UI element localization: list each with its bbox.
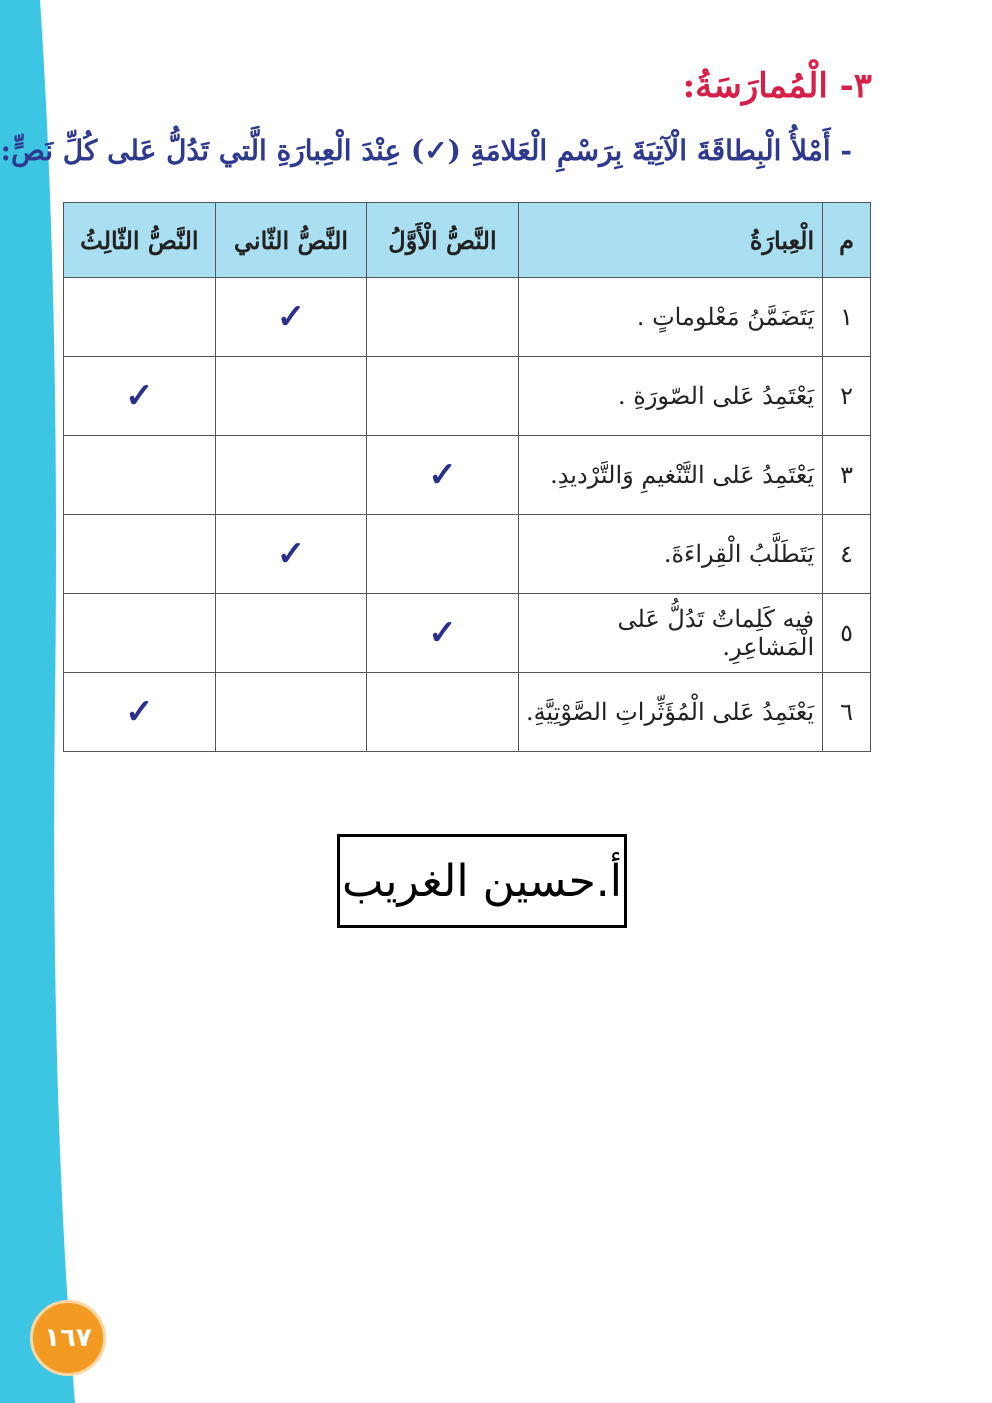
check-icon: ✓ <box>125 692 154 732</box>
row-number: ٣ <box>823 436 871 515</box>
table-body <box>64 278 871 752</box>
row-number: ٦ <box>823 673 871 752</box>
header-text3: النَّصُّ الثّالِثُ <box>64 203 216 278</box>
row-phrase: فيه كَلِماتٌ تَدُلُّ عَلى الْمَشاعِرِ. <box>518 594 822 673</box>
instruction-text: - أَمْلأُ الْبِطاقَةَ الْآتِيَةَ بِرَسْمِ الْعَلامَةِ (✓) عِنْدَ الْعِبارَةِ الَّتي تَدُلُّ عَلى كُلِّ نَصٍّ: <box>0 134 852 167</box>
cell-text2 <box>215 357 367 436</box>
cell-text1 <box>367 357 518 436</box>
table-row <box>64 357 871 436</box>
page-number-badge <box>30 1300 106 1376</box>
table-row <box>64 673 871 752</box>
check-icon: ✓ <box>276 297 306 337</box>
table-row <box>64 594 871 673</box>
row-number: ٥ <box>823 594 871 673</box>
check-icon: ✓ <box>428 613 457 653</box>
author-name: أ.حسين الغريب <box>342 855 623 907</box>
cell-text3 <box>64 436 216 515</box>
header-text1: النَّصُّ الْأَوَّلُ <box>367 203 518 278</box>
check-icon: ✓ <box>276 534 306 574</box>
row-number: ٤ <box>823 515 871 594</box>
row-phrase: يَتَطَلَّبُ الْقِراءَةَ. <box>518 515 822 594</box>
table-header-row <box>64 203 871 278</box>
row-number: ١ <box>823 278 871 357</box>
page-number: ١٦٧ <box>44 1323 92 1353</box>
cell-text1 <box>367 278 518 357</box>
check-icon: ✓ <box>428 455 457 495</box>
cell-text3 <box>64 673 216 752</box>
row-phrase: يَعْتَمِدُ عَلى التَّنْغيمِ وَالتَّرْديدِ. <box>518 436 822 515</box>
cell-text2 <box>215 515 367 594</box>
section-title: ٣- الْمُمارَسَةُ: <box>682 66 872 106</box>
cell-text3 <box>64 278 216 357</box>
header-num: م <box>823 203 871 278</box>
cell-text3 <box>64 515 216 594</box>
cell-text3 <box>64 594 216 673</box>
exercise-table <box>63 202 871 752</box>
table-row <box>64 515 871 594</box>
cell-text2 <box>215 436 367 515</box>
cell-text1 <box>367 594 518 673</box>
row-phrase: يَعْتَمِدُ عَلى الْمُؤَثِّراتِ الصَّوْتِيَّةِ. <box>518 673 822 752</box>
check-icon: ✓ <box>125 376 154 416</box>
row-number: ٢ <box>823 357 871 436</box>
cell-text1 <box>367 673 518 752</box>
header-phrase: الْعِبارَةُ <box>518 203 822 278</box>
table-row <box>64 278 871 357</box>
row-phrase: يَعْتَمِدُ عَلى الصّورَةِ . <box>518 357 822 436</box>
table-row <box>64 436 871 515</box>
cell-text2 <box>215 673 367 752</box>
cell-text1 <box>367 436 518 515</box>
row-phrase: يَتَضَمَّنُ مَعْلوماتٍ . <box>518 278 822 357</box>
cell-text2 <box>215 594 367 673</box>
header-text2: النَّصُّ الثّاني <box>215 203 367 278</box>
cell-text1 <box>367 515 518 594</box>
cell-text2 <box>215 278 367 357</box>
author-name-box <box>337 834 627 928</box>
cell-text3 <box>64 357 216 436</box>
